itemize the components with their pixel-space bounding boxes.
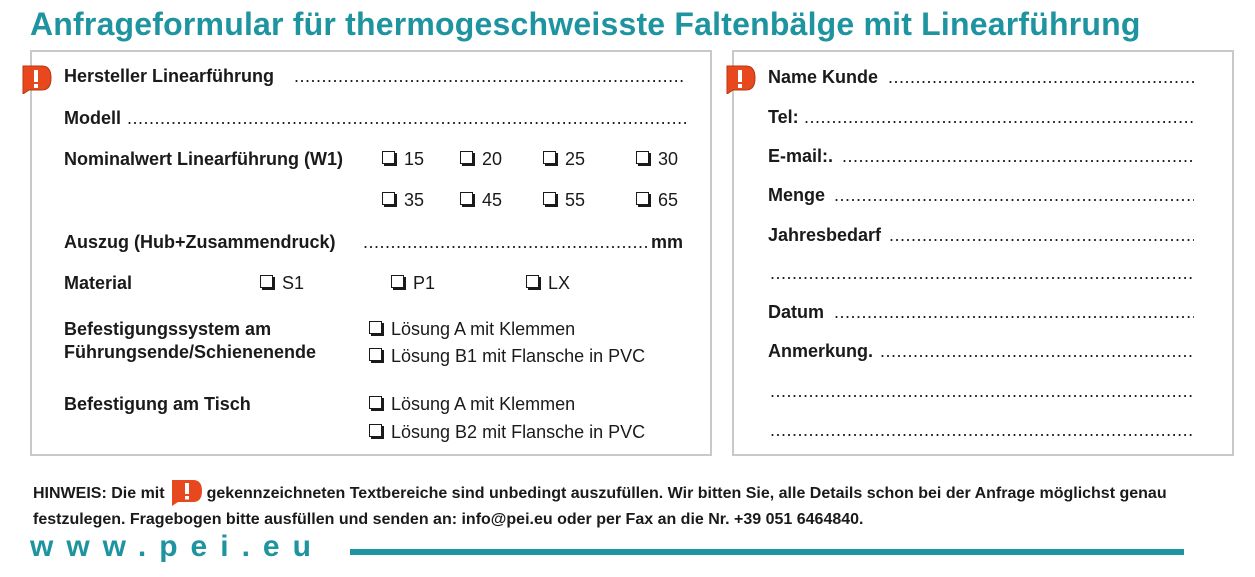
checkbox-icon <box>636 151 649 164</box>
anmerkung-field[interactable] <box>880 341 1194 362</box>
checkbox-icon <box>382 151 395 164</box>
material-option-p1[interactable]: P1 <box>391 273 435 294</box>
befestigung-tisch-label: Befestigung am Tisch <box>64 394 251 414</box>
required-marker-icon <box>20 62 52 94</box>
modell-label: Modell <box>64 108 121 128</box>
jahresbedarf-field-line2[interactable] <box>770 263 1194 284</box>
nominal-option-15[interactable]: 15 <box>382 149 424 170</box>
footer-url[interactable]: www.pei.eu <box>30 530 324 563</box>
befestigung-fuehrung-label-line2: Führungsende/Schienenende <box>64 342 317 362</box>
required-marker-icon <box>169 478 203 506</box>
checkbox-icon <box>369 348 382 361</box>
jahresbedarf-field[interactable] <box>889 225 1194 246</box>
checkbox-icon <box>369 396 382 409</box>
menge-label: Menge <box>768 185 826 205</box>
datum-field[interactable] <box>834 302 1194 323</box>
nominal-option-20[interactable]: 20 <box>460 149 502 170</box>
name-field[interactable] <box>888 67 1194 88</box>
nominal-option-65[interactable]: 65 <box>636 190 678 211</box>
jahresbedarf-label: Jahresbedarf <box>768 225 882 245</box>
befestigung-fuehrung-label-line1: Befestigungssystem am <box>64 319 272 339</box>
checkbox-icon <box>543 192 556 205</box>
befestigung-tisch-option-b2[interactable]: Lösung B2 mit Flansche in PVC <box>369 422 645 443</box>
befestigung-tisch-option-a[interactable]: Lösung A mit Klemmen <box>369 394 575 415</box>
email-field[interactable] <box>842 146 1194 167</box>
material-option-s1[interactable]: S1 <box>260 273 304 294</box>
tel-label: Tel: <box>768 107 799 127</box>
name-label: Name Kunde <box>768 67 879 87</box>
hersteller-label: Hersteller Linearführung <box>64 66 275 86</box>
checkbox-icon <box>382 192 395 205</box>
checkbox-icon <box>369 321 382 334</box>
checkbox-icon <box>460 192 473 205</box>
material-label: Material <box>64 273 133 293</box>
anmerkung-field-line3[interactable] <box>770 420 1194 441</box>
checkbox-icon <box>526 275 539 288</box>
hersteller-field[interactable] <box>294 66 686 87</box>
auszug-field[interactable] <box>363 232 649 253</box>
hint-text: HINWEIS: Die mit gekennzeichneten Textbereiche sind unbedingt auszufüllen. Wir bitten Sie, alle Details schon bei der Anfrage möglichst genau festzulegen. Fragebogen bitte ausfüllen und senden an: info@pei.eu oder per Fax an die Nr. +39 051 6464840. <box>33 478 1233 533</box>
nominal-option-30[interactable]: 30 <box>636 149 678 170</box>
nominal-label: Nominalwert Linearführung (W1) <box>64 149 343 169</box>
menge-field[interactable] <box>834 185 1194 206</box>
page-title: Anfrageformular für thermogeschweisste Faltenbälge mit Linearführung <box>30 6 1141 42</box>
checkbox-icon <box>460 151 473 164</box>
material-option-lx[interactable]: LX <box>526 273 570 294</box>
checkbox-icon <box>369 424 382 437</box>
modell-field[interactable] <box>127 108 686 129</box>
nominal-option-35[interactable]: 35 <box>382 190 424 211</box>
auszug-unit: mm <box>651 232 684 252</box>
nominal-option-25[interactable]: 25 <box>543 149 585 170</box>
checkbox-icon <box>260 275 273 288</box>
tel-field[interactable] <box>804 107 1194 128</box>
befestigung-fuehrung-option-b1[interactable]: Lösung B1 mit Flansche in PVC <box>369 346 645 367</box>
befestigung-fuehrung-option-a[interactable]: Lösung A mit Klemmen <box>369 319 575 340</box>
checkbox-icon <box>543 151 556 164</box>
email-label: E-mail:. <box>768 146 834 166</box>
checkbox-icon <box>636 192 649 205</box>
nominal-option-55[interactable]: 55 <box>543 190 585 211</box>
checkbox-icon <box>391 275 404 288</box>
auszug-label: Auszug (Hub+Zusammendruck) <box>64 232 336 252</box>
anmerkung-field-line2[interactable] <box>770 381 1194 402</box>
nominal-option-45[interactable]: 45 <box>460 190 502 211</box>
footer-divider <box>350 549 1184 555</box>
anmerkung-label: Anmerkung. <box>768 341 874 361</box>
datum-label: Datum <box>768 302 825 322</box>
required-marker-icon <box>724 62 756 94</box>
